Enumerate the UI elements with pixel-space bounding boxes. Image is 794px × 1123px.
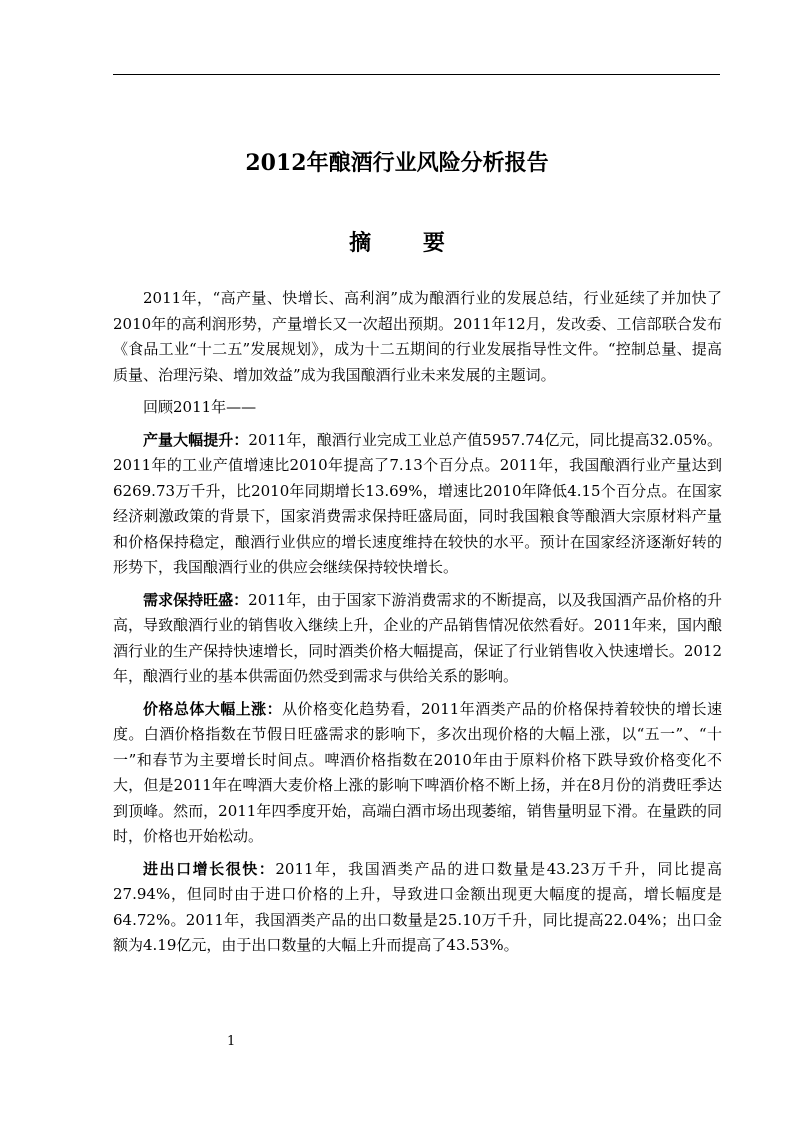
header-rule xyxy=(113,74,720,75)
paragraph-text: 2011年，“高产量、快增长、高利润”成为酿酒行业的发展总结，行业延续了并加快了2010年的高利润形势，产量增长又一次超出预期。2011年12月，发改委、工信部联合发布《食品工业“十二五”发展规划》，成为十二五期间的行业发展指导性文件。“控制总量、提高质量、治理污染、增加效益”成为我国酿酒行业未来发展的主题词。 xyxy=(113,289,722,384)
section-heading: 摘 要 xyxy=(349,230,467,256)
document-title: 2012年酿酒行业风险分析报告 xyxy=(245,150,549,176)
paragraph-lead: 价格总体大幅上涨： xyxy=(143,699,283,718)
paragraph-text: 2011年，酿酒行业完成工业总产值5957.74亿元，同比提高32.05%。2011年的工业产值增速比2010年提高了7.13个百分点。2011年，我国酿酒行业产量达到6269.73万千升，比2010年同期增长13.69%，增速比2010年降低4.15个百分点。在国家经济刺激政策的背景下，国家消费需求保持旺盛局面，同时我国粮食等酿酒大宗原材料产量和价格保持稳定，酿酒行业供应的增长速度维持在较快的水平。预计在国家经济逐渐好转的形势下，我国酿酒行业的供应会继续保持较快增长。 xyxy=(113,430,722,576)
paragraph-text: 2011年，我国酒类产品的进口数量是43.23万千升，同比提高27.94%，但同时由于进口价格的上升，导致进口金额出现更大幅度的提高，增长幅度是64.72%。2011年，我国酒类产品的出口数量是25.10万千升，同比提高22.04%；出口金额为4.19亿元，由于出口数量的大幅上升而提高了43.53%。 xyxy=(113,859,722,954)
paragraph-intro xyxy=(113,286,722,388)
paragraph-trade xyxy=(113,857,722,959)
paragraph-production xyxy=(113,428,722,581)
paragraph-text: 从价格变化趋势看，2011年酒类产品的价格保持着较快的增长速度。白酒价格指数在节假日旺盛需求的影响下，多次出现价格的大幅上涨，以“五一”、“十一”和春节为主要增长时间点。啤酒价格指数在2010年由于原料价格下跌导致价格变化不大，但是2011年在啤酒大麦价格上涨的影响下啤酒价格不断上扬，并在8月份的消费旺季达到顶峰。然而，2011年四季度开始，高端白酒市场出现萎缩，销售量明显下滑。在量跌的同时，价格也开始松动。 xyxy=(113,699,722,845)
paragraph-text: 回顾2011年—— xyxy=(143,398,257,416)
paragraph-lead: 产量大幅提升： xyxy=(143,430,249,449)
paragraph-lead: 进出口增长很快： xyxy=(143,859,276,878)
paragraph-review xyxy=(113,395,722,421)
document-body xyxy=(113,286,722,959)
paragraph-text: 2011年，由于国家下游消费需求的不断提高，以及我国酒产品价格的升高，导致酿酒行业的销售收入继续上升，企业的产品销售情况依然看好。2011年来，国内酿酒行业的生产保持快速增长，同时酒类价格大幅提高，保证了行业销售收入快速增长。2012年，酿酒行业的基本供需面仍然受到需求与供给关系的影响。 xyxy=(113,590,722,685)
paragraph-demand xyxy=(113,588,722,690)
paragraph-lead: 需求保持旺盛： xyxy=(143,590,249,609)
page-number: 1 xyxy=(227,1034,236,1049)
paragraph-price xyxy=(113,697,722,850)
